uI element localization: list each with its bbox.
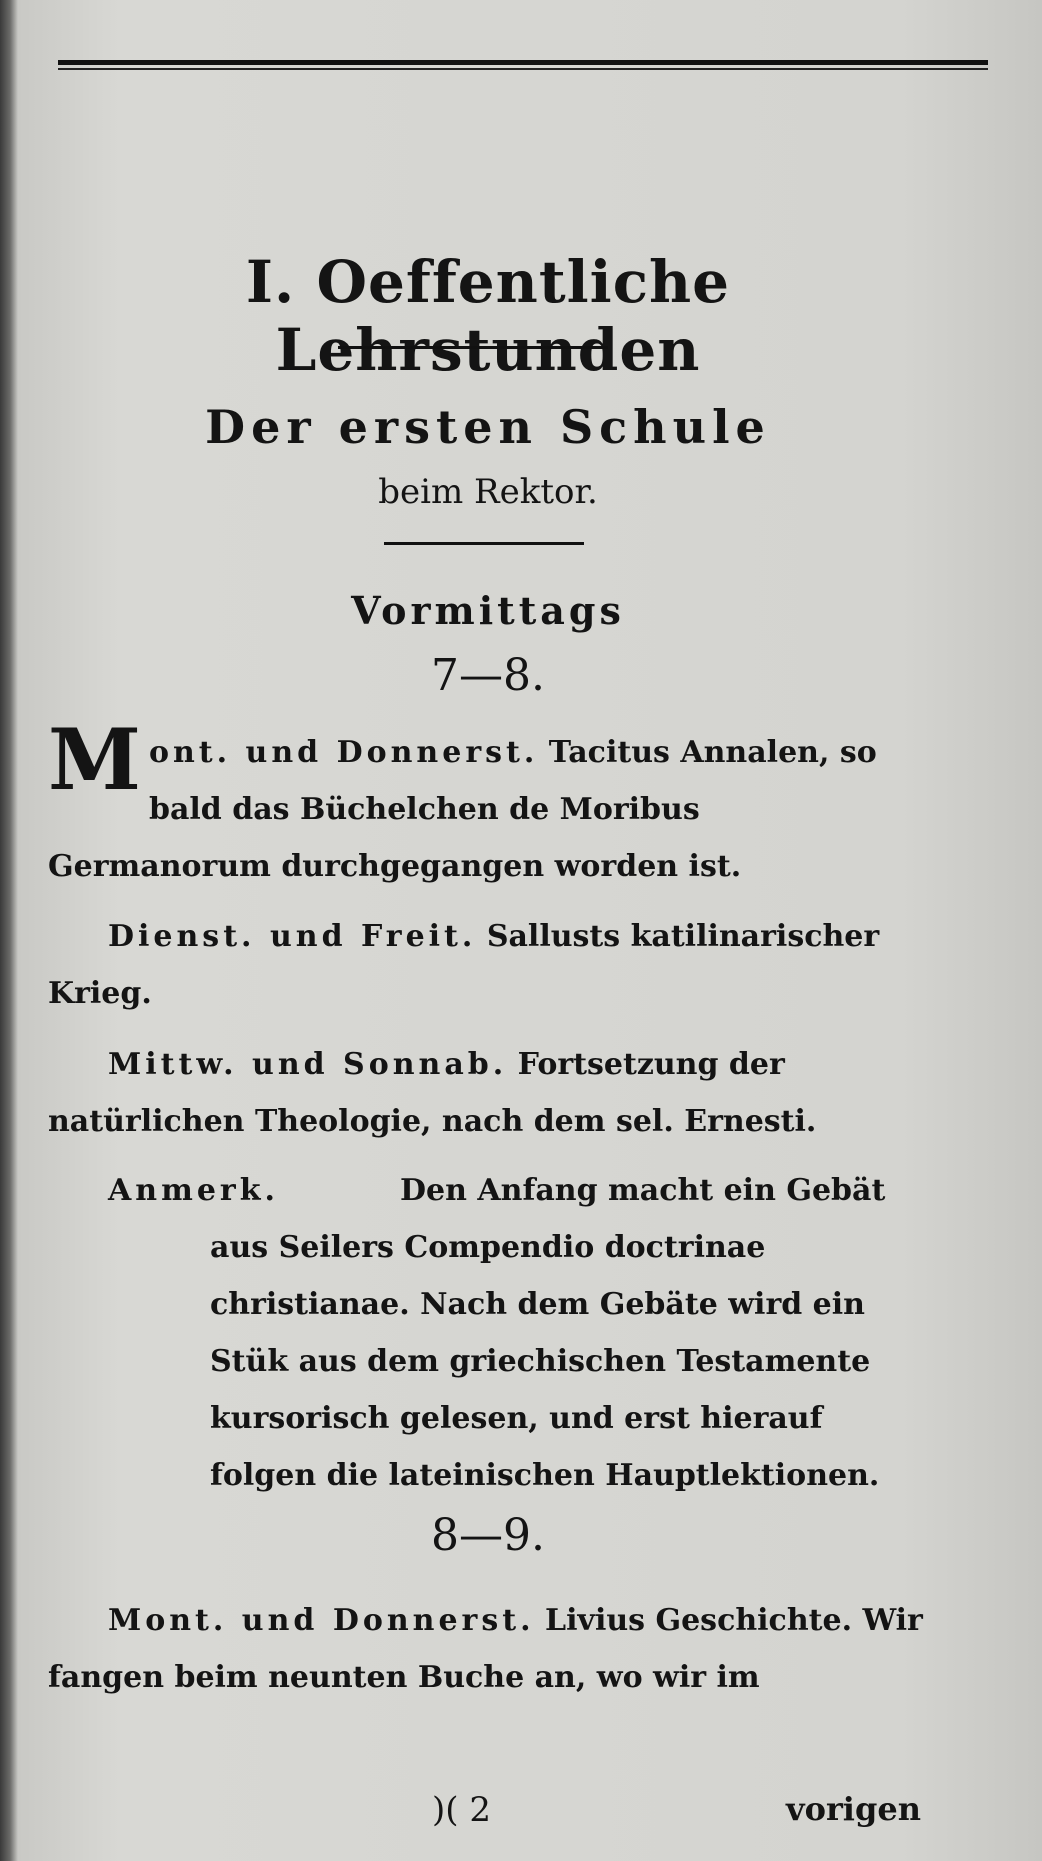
title-rule [338,346,608,349]
school-subheading: beim Rektor. [378,472,598,512]
section-vormittags: Vormittags [351,588,625,633]
paragraph-tacitus [48,710,928,895]
paragraph-text: Tacitus Annalen, so bald das Büchelchen de Moribus Germanorum durchgegangen worden ist. [48,735,877,884]
note-block [48,1162,928,1504]
paragraph-sallust [48,908,928,1022]
paragraph-text: Fortsetzung der natürlichen Theologie, nach dem sel. Ernesti. [48,1047,817,1139]
catchword: vorigen [786,1790,921,1828]
signature-mark: )( 2 [432,1790,491,1830]
days-label: Mittw. und Sonnab. [108,1047,508,1082]
days-label: Dienst. und Freit. [108,919,477,954]
time-slot-8-9: 8—9. [431,1510,545,1561]
paragraph-text: Livius Geschichte. Wir fangen beim neunten Buche an, wo wir im [48,1603,923,1695]
time-slot-7-8: 7—8. [431,650,545,701]
drop-cap: M [48,710,141,809]
subtitle-rule [384,542,584,545]
paragraph-livius [48,1592,928,1706]
school-heading: Der ersten Schule [205,400,771,454]
days-label: ont. und Donnerst. [148,735,539,770]
paragraph-text: Sallusts katilinarischer Krieg. [48,919,880,1011]
top-double-rule [58,60,988,70]
paragraph-theologie [48,1036,928,1150]
note-label: Anmerk. [108,1173,279,1208]
page-title: I. Oeffentliche Lehrstunden [245,248,731,384]
note-text: Den Anfang macht ein Gebät aus Seilers Compendio doctrinae christianae. Nach dem Gebäte wird ein Stük aus dem griechischen Testamente kursorisch gelesen, und erst hierauf folgen die lateinischen Hauptlektionen. [210,1173,886,1493]
days-label: Mont. und Donnerst. [108,1603,535,1638]
